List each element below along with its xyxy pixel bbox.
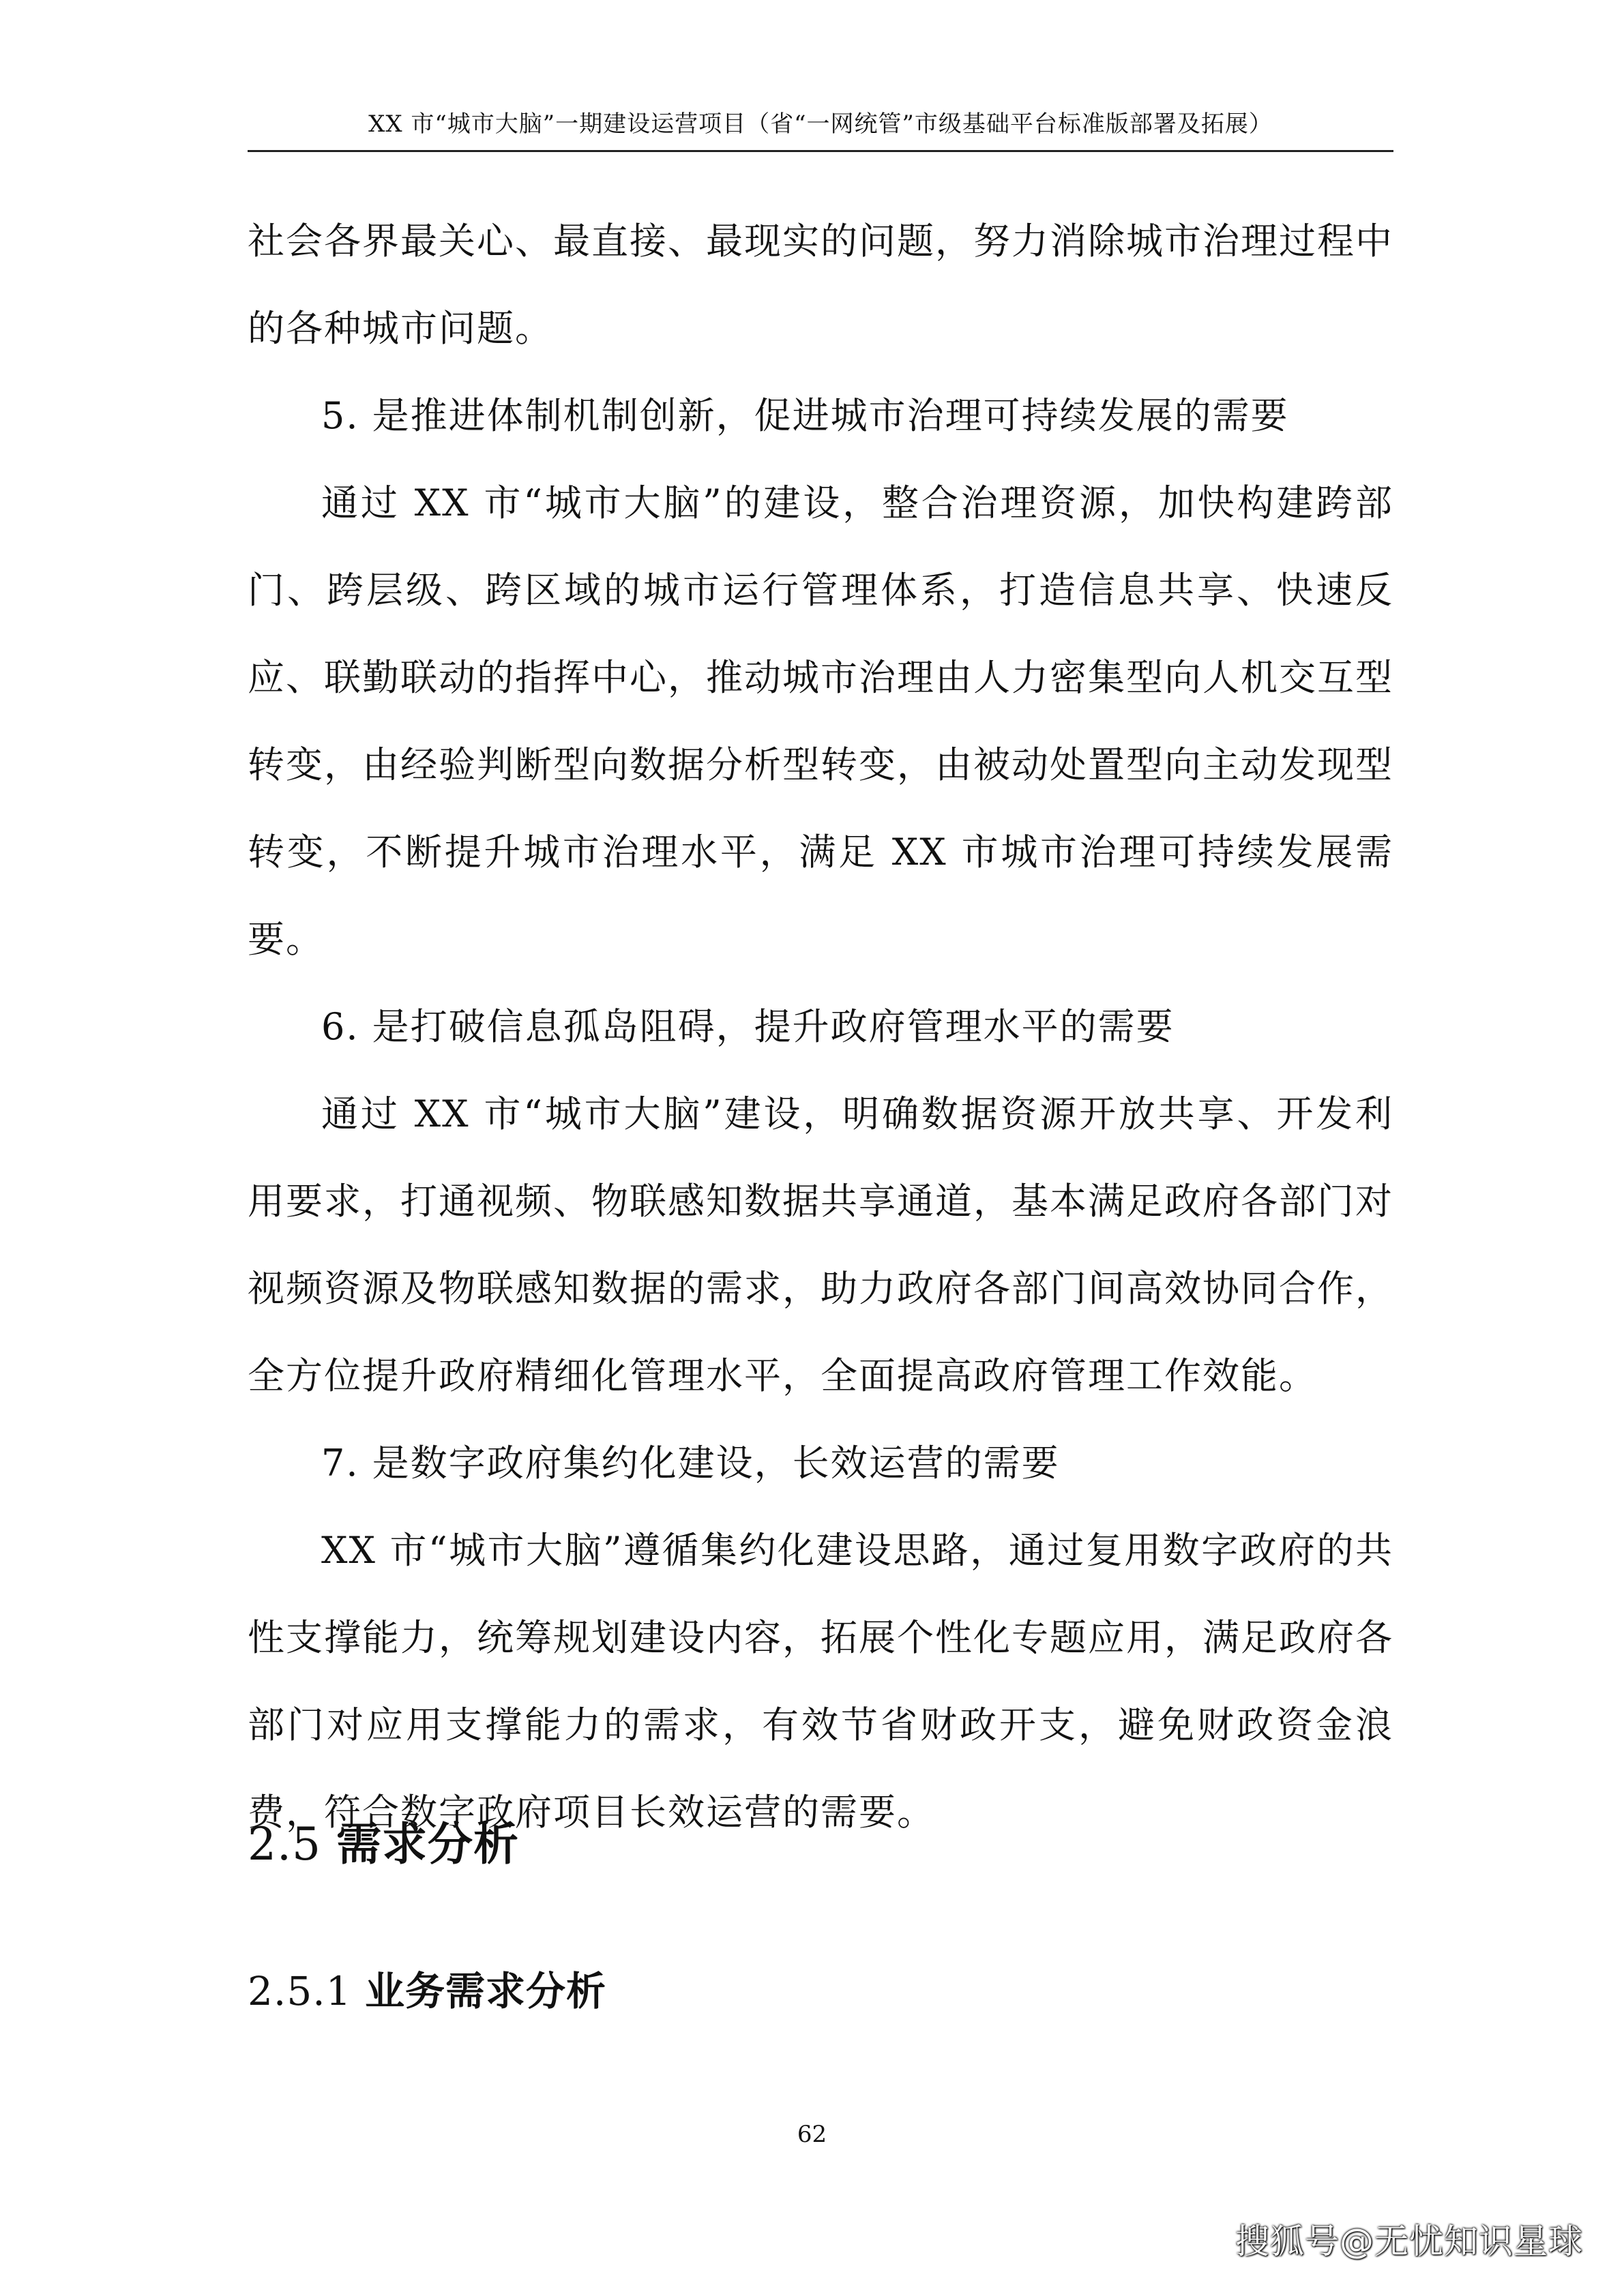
list-heading-5: 5. 是推进体制机制创新，促进城市治理可持续发展的需要 <box>321 394 1289 437</box>
paragraph-continuation: 社会各界最关心、最直接、最现实的问题，努力消除城市治理过程中的各种城市问题。 <box>248 220 1393 350</box>
subsection-number: 2.5.1 <box>248 1968 352 2014</box>
paragraph-item-7: XX 市“城市大脑”遵循集约化建设思路，通过复用数字政府的共性支撑能力，统筹规划建设内容，拓展个性化专题应用，满足政府各部门对应用支撑能力的需求，有效节省财政开支，避免财政资金浪费，符合数字政府项目长效运营的需要。 <box>248 1529 1393 1834</box>
subsection-title: 业务需求分析 <box>365 1968 607 2014</box>
watermark-text: 搜狐号@无忧知识星球 <box>1235 2222 1583 2261</box>
body-text <box>248 198 1393 1856</box>
section-heading-2-5-1 <box>248 1964 606 2018</box>
paragraph-item-5: 通过 XX 市“城市大脑”的建设，整合治理资源，加快构建跨部门、跨层级、跨区域的城市运行管理体系，打造信息共享、快速反应、联勤联动的指挥中心，推动城市治理由人力密集型向人机交互型转变，由经验判断型向数据分析型转变，由被动处置型向主动发现型转变，不断提升城市治理水平，满足 XX 市城市治理可持续发展需要。 <box>248 481 1393 961</box>
list-heading-7: 7. 是数字政府集约化建设，长效运营的需要 <box>321 1442 1060 1485</box>
paragraph-item-6: 通过 XX 市“城市大脑”建设，明确数据资源开放共享、开发利用要求，打通视频、物联感知数据共享通道，基本满足政府各部门对视频资源及物联感知数据的需求，助力政府各部门间高效协同合作，全方位提升政府精细化管理水平，全面提高政府管理工作效能。 <box>248 1092 1393 1397</box>
section-heading-2-5 <box>248 1814 519 1875</box>
running-header: XX 市“城市大脑”一期建设运营项目（省“一网统管”市级基础平台标准版部署及拓展） <box>368 110 1273 138</box>
page-number: 62 <box>797 2121 827 2148</box>
section-number: 2.5 <box>248 1818 321 1870</box>
section-title: 需求分析 <box>336 1818 519 1870</box>
list-heading-6: 6. 是打破信息孤岛阻碍，提升政府管理水平的需要 <box>321 1005 1175 1048</box>
header-rule <box>248 150 1393 152</box>
